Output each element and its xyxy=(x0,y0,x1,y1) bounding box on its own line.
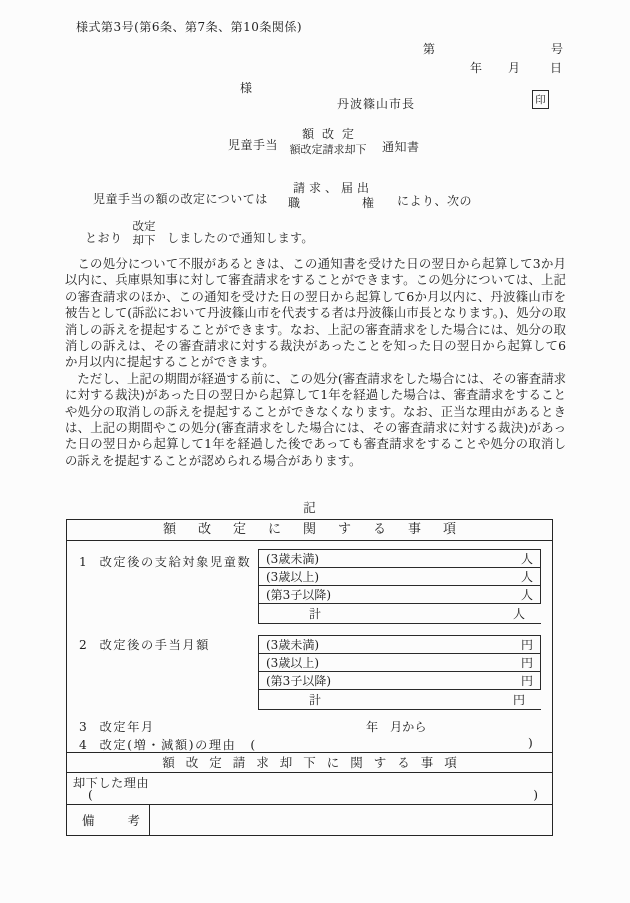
child-count-row-unit: 人 xyxy=(520,570,533,584)
rejection-paren-close: ) xyxy=(533,788,538,802)
item3-label xyxy=(79,718,155,735)
monthly-amount-row xyxy=(258,635,541,654)
child-count-box xyxy=(258,549,541,624)
revision-details-table xyxy=(66,519,553,836)
monthly-amount-row xyxy=(258,671,541,690)
section2-header: 額改定請求却下に関する事項 xyxy=(67,753,552,773)
item4-paren-close: ) xyxy=(528,736,533,750)
item3-number: 3 xyxy=(79,720,87,734)
child-count-row xyxy=(258,549,541,568)
opening-option-stack xyxy=(286,181,376,211)
item4-paren-open: ( xyxy=(250,738,256,752)
notes-label-left: 備 xyxy=(82,813,95,828)
title-suffix: 通知書 xyxy=(382,140,420,154)
child-count-row-label: (3歳以上) xyxy=(266,570,319,584)
item2-text: 改定後の手当月額 xyxy=(99,638,210,652)
seal-label: 印 xyxy=(535,94,546,106)
title-prefix: 児童手当 xyxy=(228,138,279,152)
child-count-row-unit: 人 xyxy=(520,552,533,566)
item1-number: 1 xyxy=(79,555,87,569)
opening-option-bottom-left: 職 xyxy=(288,196,301,210)
addressee-honorific: 様 xyxy=(240,81,253,95)
monthly-amount-row-unit: 円 xyxy=(520,674,533,688)
seal-box xyxy=(532,90,549,109)
rejection-reason-label: 却下した理由 xyxy=(73,776,150,790)
monthly-amount-total-unit: 円 xyxy=(512,693,525,707)
appeal-paragraph-2: ただし、上記の期間が経過する前に、この処分(審査請求をした場合には、その審査請求に対する裁決)があった日の翌日から起算して1年を経過した場合は、審査請求をすることや処分の取消しの訴えを提起することができなくなります。なお、正当な理由があるときは、上記の期間やこの処分(審査請求をした場合には、その審査請求に対する裁決)があった日の翌日から起算して1年を経過した後であっても審査請求をすることや処分の取消しの訴えを提起することが認められる場合があります。 xyxy=(65,370,566,468)
monthly-amount-total-label: 計 xyxy=(309,693,322,707)
child-count-row-label: (3歳未満) xyxy=(266,552,319,566)
form-number: 様式第3号(第6条、第7条、第10条関係) xyxy=(76,20,303,34)
monthly-amount-row-label: (3歳以上) xyxy=(266,656,319,670)
child-count-row xyxy=(258,585,541,604)
item4-number: 4 xyxy=(79,738,87,752)
monthly-amount-row-unit: 円 xyxy=(520,638,533,652)
child-count-total-unit: 人 xyxy=(512,607,525,621)
date-day-label: 日 xyxy=(550,61,563,75)
opening-line2-tail: しましたので通知します。 xyxy=(167,231,314,245)
child-count-total-row xyxy=(258,603,541,624)
record-mark: 記 xyxy=(303,500,316,515)
opening-lead: 児童手当の額の改定については xyxy=(93,192,268,206)
section1-content xyxy=(67,541,552,753)
notes-header-cell xyxy=(67,805,150,835)
doc-number-suffix: 号 xyxy=(551,42,564,56)
date-month-label: 月 xyxy=(508,61,521,75)
notes-label-right: 考 xyxy=(127,813,140,828)
rejection-paren-open: ( xyxy=(88,788,93,802)
date-year-label: 年 xyxy=(470,61,483,75)
monthly-amount-row xyxy=(258,653,541,672)
opening-line2-option-top: 改定 xyxy=(132,219,156,233)
rejection-reason-row xyxy=(67,773,552,805)
opening-line2-option-bottom: 却下 xyxy=(132,232,156,247)
item1-label xyxy=(79,553,251,570)
opening-option-bottom xyxy=(286,196,376,211)
child-count-row-label: (第3子以降) xyxy=(266,588,331,602)
item4-label xyxy=(79,736,255,753)
opening-option-bottom-right: 権 xyxy=(361,196,374,210)
item3-text: 改定年月 xyxy=(99,720,155,734)
opening-option-top: 請求、届出 xyxy=(292,181,373,195)
notes-value-cell xyxy=(150,805,552,835)
opening-tail: により、次の xyxy=(397,194,473,208)
item3-from-label: 月から xyxy=(390,720,427,734)
child-count-total-label: 計 xyxy=(309,607,322,621)
opening-line2-option-stack xyxy=(130,220,158,247)
appeal-paragraph-1: この処分について不服があるときは、この通知書を受けた日の翌日から起算して3か月以内に、兵庫県知事に対して審査請求をすることができます。この処分については、上記の審査請求のほか、この通知を受けた日の翌日から起算して6か月以内に、丹波篠山市を被告として(訴訟において丹波篠山市を代表する者は丹波篠山市長となります。)、処分の取消しの訴えを提起することができます。なお、上記の審査請求をした場合には、処分の取消しの訴えは、その審査請求に対する裁決があったことを知った日の翌日から起算して6か月以内に提起することができます。 xyxy=(65,256,566,370)
monthly-amount-row-unit: 円 xyxy=(520,656,533,670)
monthly-amount-row-label: (第3子以降) xyxy=(266,674,331,688)
title-option-stack xyxy=(287,127,369,157)
doc-number-prefix: 第 xyxy=(423,42,436,56)
monthly-amount-row-label: (3歳未満) xyxy=(266,638,319,652)
title-option-bottom: 額改定請求却下 xyxy=(289,143,367,156)
opening-line2-lead: とおり xyxy=(85,231,123,245)
appeal-instructions xyxy=(65,256,566,469)
item1-text: 改定後の支給対象児童数 xyxy=(99,555,252,569)
section1-header: 額改定に関する事項 xyxy=(67,520,552,541)
monthly-amount-box xyxy=(258,635,541,710)
notes-row xyxy=(67,805,552,835)
sender-title: 丹波篠山市長 xyxy=(337,97,416,111)
child-count-row-unit: 人 xyxy=(520,588,533,602)
item2-label xyxy=(79,636,210,653)
child-count-row xyxy=(258,567,541,586)
monthly-amount-total-row xyxy=(258,689,541,710)
title-option-top: 額改定 xyxy=(301,127,362,141)
item3-year-label: 年 xyxy=(366,720,379,734)
item2-number: 2 xyxy=(79,638,87,652)
item4-text: 改定(増・減額)の理由 xyxy=(99,738,237,752)
